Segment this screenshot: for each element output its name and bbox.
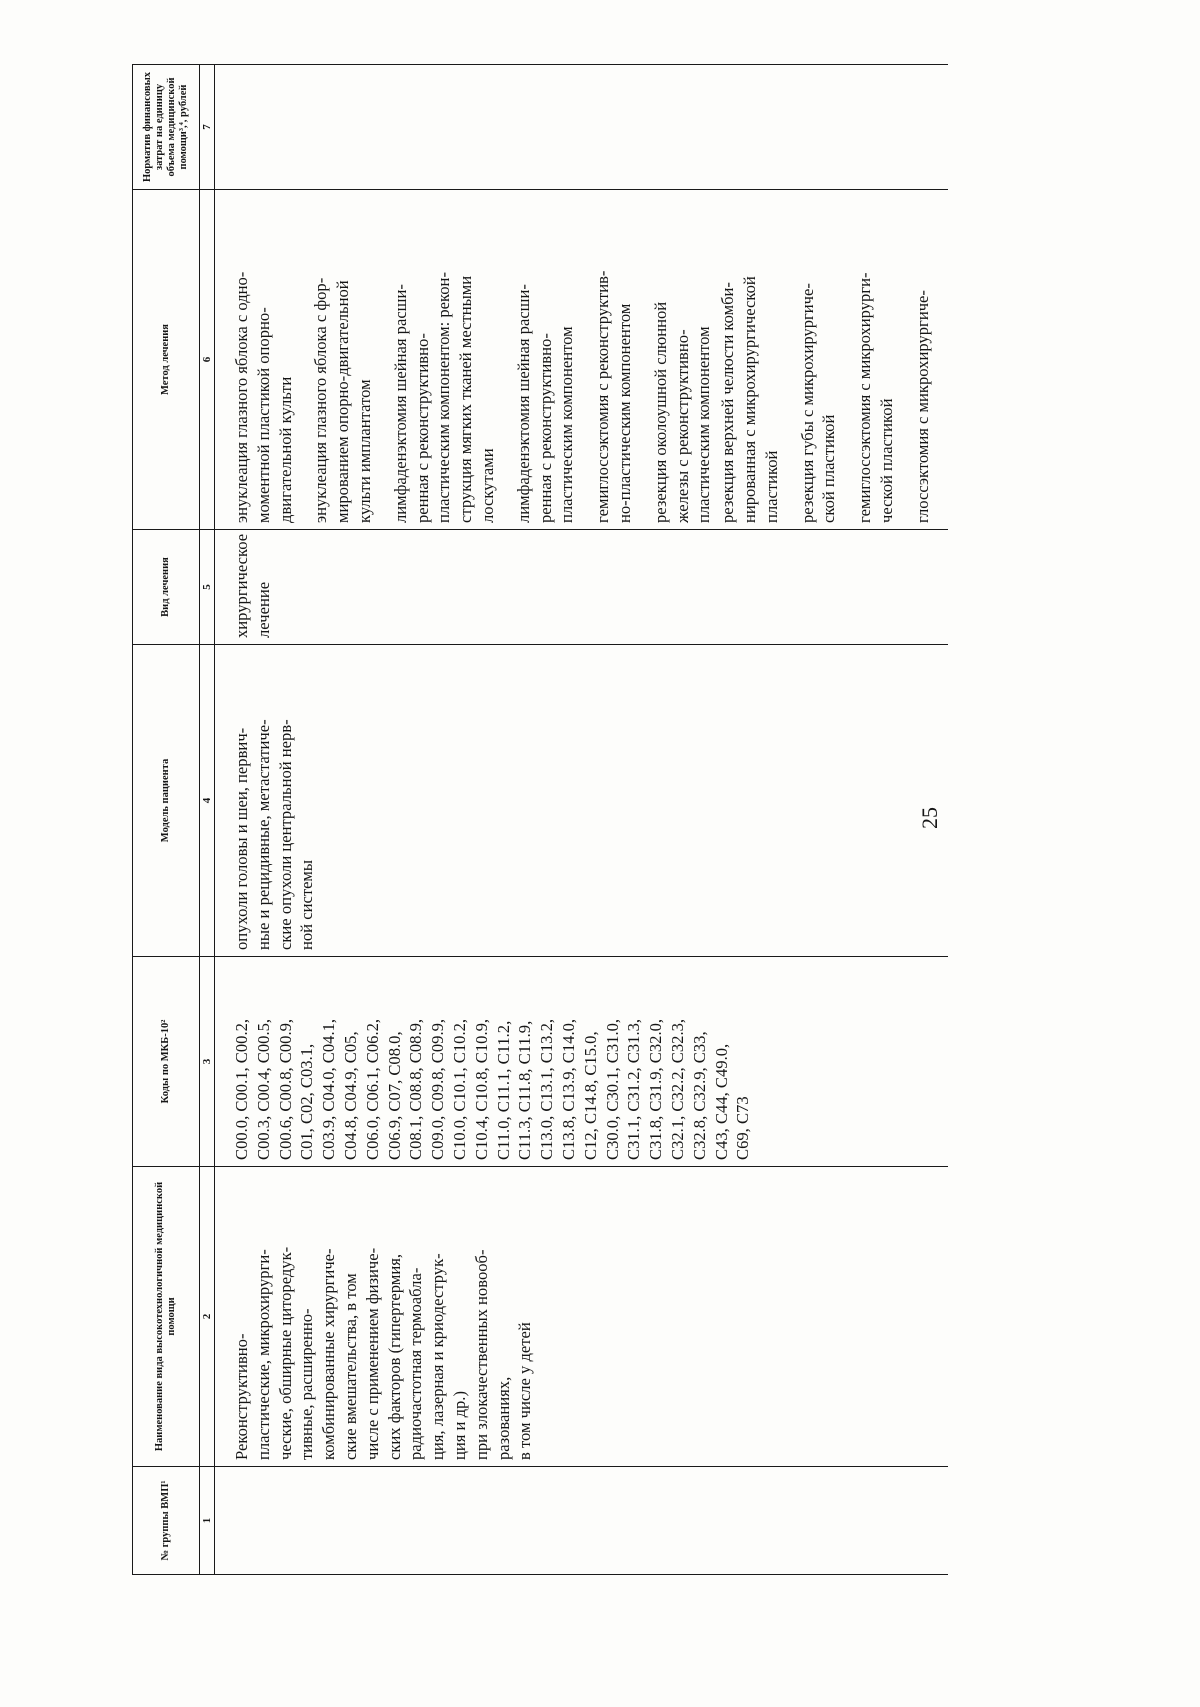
text-line: железы с реконструктивно-: [672, 329, 692, 523]
text-line: тивные, расширенно-: [297, 1308, 317, 1460]
text-line: числе с применением физиче-: [362, 1247, 382, 1460]
treatment-method-item: [854, 196, 898, 523]
text-line: в том числе у детей: [515, 1322, 535, 1460]
text-line: пластическим компонентом: [557, 326, 577, 523]
text-line: резекция губы с микрохирургиче-: [797, 283, 817, 523]
text-line: культи имплантатом: [354, 379, 374, 523]
cell-cost-standard: [215, 65, 948, 190]
text-line: C01, C02, C03.1,: [297, 1043, 317, 1160]
care-type-text: [231, 1173, 536, 1460]
text-line: пластические, микрохирурги-: [253, 1249, 273, 1460]
text-line: ческой пластикой: [876, 398, 896, 523]
text-line: C10.4, C10.8, C10.9,: [471, 1018, 491, 1160]
text-line: лимфаденэктомия шейная расши-: [513, 284, 533, 523]
text-line: энуклеация глазного яблока с фор-: [311, 277, 331, 523]
column-number: 6: [200, 190, 215, 530]
text-line: C43, C44, C49.0,: [711, 1043, 731, 1160]
text-line: резекция околоушной слюнной: [650, 301, 670, 523]
treatment-method-item: [390, 196, 499, 523]
text-line: ских факторов (гипертермия,: [384, 1254, 404, 1460]
cell-care-type: [215, 1167, 948, 1467]
header-cost-standard: Норматив финансовых затрат на единицу объема медицинской помощи³,⁴, рублей: [133, 65, 200, 190]
column-number: 7: [200, 65, 215, 190]
header-patient-model: Модель пациента: [133, 645, 200, 957]
text-line: C69, C73: [733, 1096, 753, 1160]
text-line: комбинированные хирургиче-: [319, 1248, 339, 1460]
text-line: ренная с реконструктивно-: [535, 333, 555, 523]
treatment-method-item: [717, 196, 782, 523]
text-line: C32.1, C32.2, C32.3,: [667, 1018, 687, 1160]
text-line: лечение: [253, 581, 273, 638]
text-line: ция, лазерная и криодеструк-: [428, 1253, 448, 1460]
treatment-method-item: [592, 196, 636, 523]
text-line: C11.0, C11.1, C11.2,: [493, 1020, 513, 1160]
text-line: хирургическое: [232, 533, 251, 638]
text-line: разованиях,: [493, 1376, 513, 1460]
column-number: 4: [200, 645, 215, 957]
text-line: C06.0, C06.1, C06.2,: [362, 1018, 382, 1160]
text-line: двигательной культи: [275, 376, 295, 523]
page-number: 25: [917, 807, 942, 829]
text-line: пластическим компонентом: [694, 326, 714, 523]
column-number: 5: [200, 530, 215, 645]
treatment-method-item: [513, 196, 578, 523]
text-line: C31.1, C31.2, C31.3,: [624, 1018, 644, 1160]
text-line: ческие, обширные циторедук-: [275, 1246, 295, 1460]
text-line: глоссэктомия с микрохирургиче-: [912, 290, 932, 523]
text-line: C12, C14.8, C15.0,: [580, 1031, 600, 1160]
text-line: C03.9, C04.0, C04.1,: [319, 1018, 339, 1160]
header-icd-codes: Коды по МКБ-10²: [133, 957, 200, 1167]
header-row: [133, 65, 200, 1575]
text-line: радиочастотная термоабла-: [406, 1267, 426, 1460]
text-line: Реконструктивно-: [232, 1333, 251, 1460]
text-line: энуклеация глазного яблока с одно-: [232, 271, 251, 523]
text-line: при злокачественных новооб-: [471, 1249, 491, 1460]
cell-treatment-type: [215, 530, 948, 645]
table-row: [215, 65, 948, 1575]
text-line: лимфаденэктомия шейная расши-: [390, 284, 410, 523]
treatment-method-list: [231, 196, 934, 523]
patient-model-text: [231, 651, 318, 950]
cell-icd-codes: [215, 957, 948, 1167]
text-line: C00.6, C00.8, C00.9,: [275, 1018, 295, 1160]
treatment-method-item: [650, 196, 715, 523]
text-line: C09.0, C09.8, C09.9,: [428, 1018, 448, 1160]
text-line: ские вмешательства, в том: [340, 1273, 360, 1460]
treatment-method-item: [912, 196, 934, 523]
text-line: ские опухоли центральной нерв-: [275, 719, 295, 950]
treatment-method-item: [310, 196, 375, 523]
text-line: C31.8, C31.9, C32.0,: [646, 1018, 666, 1160]
text-line: C11.3, C11.8, C11.9,: [515, 1020, 535, 1160]
text-line: C13.0, C13.1, C13.2,: [537, 1018, 557, 1160]
column-number: 2: [200, 1167, 215, 1467]
header-treatment-type: Вид лечения: [133, 530, 200, 645]
icd-codes-text: [231, 963, 754, 1160]
text-line: ные и рецидивные, метастатиче-: [253, 719, 273, 950]
text-line: ной системы: [297, 859, 317, 950]
text-line: моментной пластикой опорно-: [253, 307, 273, 523]
text-line: C08.1, C08.8, C08.9,: [406, 1018, 426, 1160]
text-line: C10.0, C10.1, C10.2,: [449, 1018, 469, 1160]
text-line: мированием опорно-двигательной: [333, 280, 353, 523]
vmp-table: [132, 64, 948, 1575]
text-line: пластическим компонентом: рекон-: [434, 272, 454, 523]
header-care-type: Наименование вида высокотехнологичной медицинской помощи: [133, 1167, 200, 1467]
text-line: C30.0, C30.1, C31.0,: [602, 1018, 622, 1160]
text-line: резекция верхней челюсти комби-: [718, 282, 738, 523]
cell-treatment-method: [215, 190, 948, 530]
treatment-method-item: [797, 196, 841, 523]
text-line: но-пластическим компонентом: [614, 303, 634, 523]
text-line: C00.3, C00.4, C00.5,: [253, 1018, 273, 1160]
column-number-row: [200, 65, 215, 1575]
text-line: опухоли головы и шеи, первич-: [232, 727, 251, 950]
header-group-number: № группы ВМП¹: [133, 1467, 200, 1575]
text-line: гемиглоссэктомия с микрохирурги-: [855, 272, 875, 523]
treatment-type-text: [231, 533, 275, 638]
text-line: нированная с микрохирургической: [739, 276, 759, 523]
text-line: лоскутами: [477, 448, 497, 523]
text-line: C00.0, C00.1, C00.2,: [232, 1018, 251, 1160]
text-line: C06.9, C07, C08.0,: [384, 1031, 404, 1160]
text-line: струкция мягких тканей местными: [456, 275, 476, 523]
text-line: пластикой: [761, 450, 781, 523]
text-line: C32.8, C32.9, C33,: [689, 1031, 709, 1160]
rotated-table-container: [132, 65, 1192, 1575]
text-line: C13.8, C13.9, C14.0,: [558, 1018, 578, 1160]
column-number: 1: [200, 1467, 215, 1575]
text-line: ской пластикой: [819, 414, 839, 523]
text-line: ренная с реконструктивно-: [412, 333, 432, 523]
text-line: ция и др.): [449, 1391, 469, 1460]
cell-patient-model: [215, 645, 948, 957]
text-line: C04.8, C04.9, C05,: [340, 1031, 360, 1160]
treatment-method-item: [231, 196, 296, 523]
header-treatment-method: Метод лечения: [133, 190, 200, 530]
cell-group-number: [215, 1467, 948, 1575]
text-line: гемиглоссэктомия с реконструктив-: [593, 270, 613, 523]
column-number: 3: [200, 957, 215, 1167]
